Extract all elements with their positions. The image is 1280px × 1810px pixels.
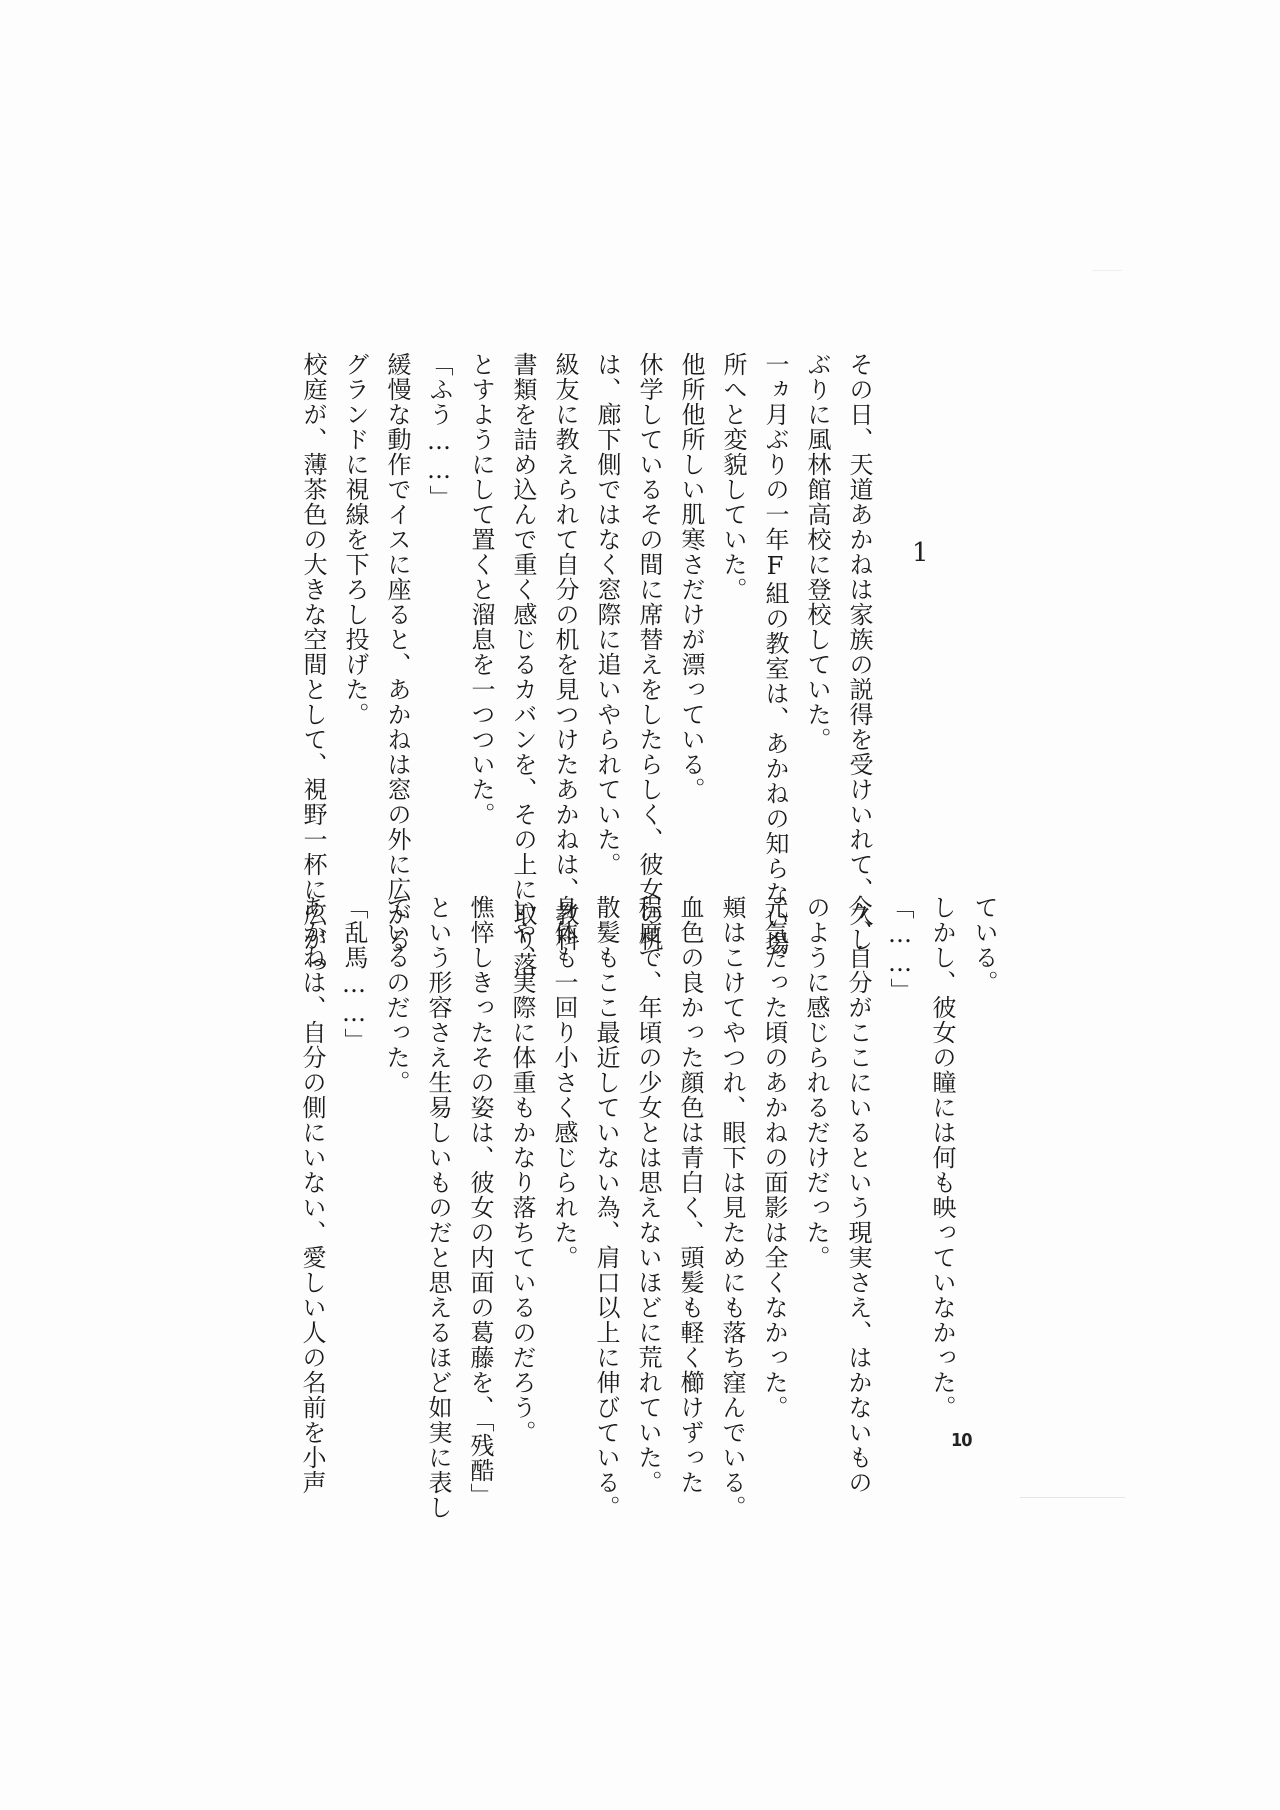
text-line: あかねは、自分の側にいない、愛しい人の名前を小声 [298,895,326,1495]
text-line: いや、実際に体重もかなり落ちているのだろう。 [508,895,536,1445]
text-line: ている。 [970,895,998,995]
text-line: その日、天道あかねは家族の説得を受けいれて、久し [845,352,873,952]
text-line: 書類を詰め込んで重く感じるカバンを、その上に取り落 [509,352,537,977]
text-line: 「……」 [886,895,914,1003]
text-line: 緩慢な動作でイスに座ると、あかねは窓の外に広がる [383,352,411,952]
text-line: 「ふう……」 [425,352,453,510]
text-line: 憔悴しきったその姿は、彼女の内面の葛藤を、「残酷」 [466,895,494,1508]
chapter-number: 1 [912,538,929,568]
text-line: 程度で、年頃の少女とは思えないほどに荒れていた。 [634,895,662,1495]
text-line: ぶりに風林館高校に登校していた。 [803,352,831,752]
text-line: 元気だった頃のあかねの面影は全くなかった。 [760,895,788,1420]
text-line: 「乱馬……」 [340,895,368,1053]
text-line: という形容さえ生易しいものだと思えるほど如実に表し [424,895,452,1520]
page-edge-mark [1092,270,1122,271]
text-line: 散髪もここ最近していない為、肩口以上に伸びている。 [592,895,620,1520]
page-number: 10 [951,1430,972,1451]
page-edge-mark [1020,1497,1125,1498]
text-line: 頬はこけてやつれ、眼下は見ためにも落ち窪んでいる。 [718,895,746,1520]
text-line: 血色の良かった顔色は青白く、頭髪も軽く櫛けずった [676,895,704,1495]
text-line: 他所他所しい肌寒さだけが漂っている。 [677,352,705,802]
text-line: しかし、彼女の瞳には何も映っていなかった。 [928,895,956,1420]
text-line: のように感じられるだけだった。 [802,895,830,1270]
text-line: 一ヵ月ぶりの一年F組の教室は、あかねの知らない場 [761,352,789,956]
text-line: とすようにして置くと溜息を一つついた。 [467,352,495,827]
text-line: グランドに視線を下ろし投げた。 [341,352,369,727]
text-line: 身体も一回り小さく感じられた。 [550,895,578,1270]
text-line: ているのだった。 [382,895,410,1095]
text-line: 今、自分がここにいるという現実さえ、はかないもの [844,895,872,1495]
text-line: 所へと変貌していた。 [719,352,747,602]
text-line: 校庭が、薄茶色の大きな空間として、視野一杯に広がっ [299,352,327,977]
text-line: 級友に教えられて自分の机を見つけたあかねは、教科 [551,352,579,952]
text-line: は、廊下側ではなく窓際に追いやられていた。 [593,352,621,877]
text-line: 休学しているその間に席替えをしたらしく、彼女の机 [635,352,663,952]
